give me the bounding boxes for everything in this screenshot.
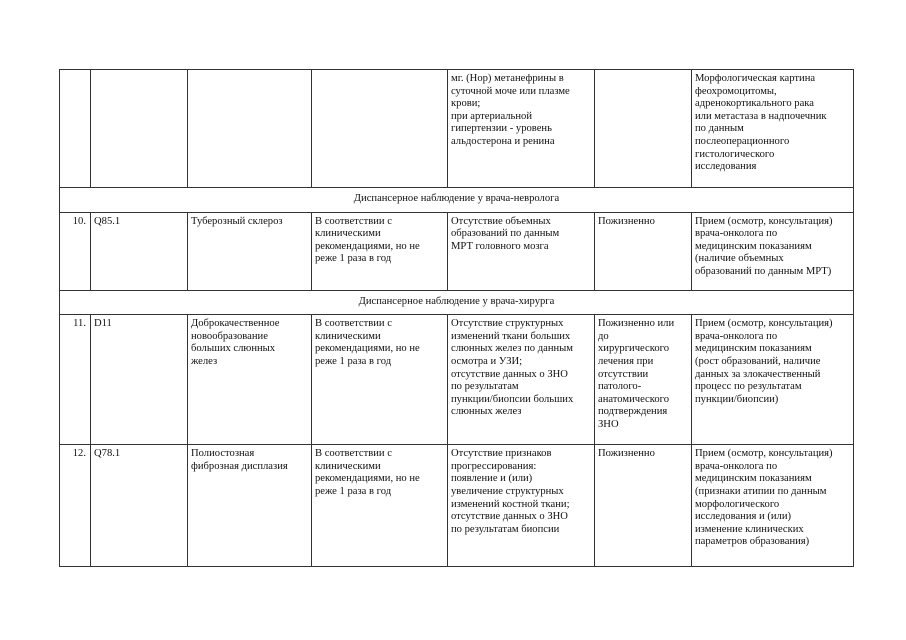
section-header-neurologist [60, 188, 854, 213]
section-title: Диспансерное наблюдение у врача-хирурга [60, 290, 854, 315]
section-title: Диспансерное наблюдение у врача-невролога [60, 188, 854, 213]
table-row [60, 315, 854, 445]
section-header-surgeon [60, 290, 854, 315]
monitoring-table [59, 69, 854, 567]
duration: Пожизненно [595, 445, 692, 567]
row-number: 11. [60, 315, 91, 445]
code-cell [91, 70, 188, 188]
criteria-cell: мг. (Нор) метанефрины в суточной моче или плазме крови; при артериальной гипертензии - уровень альдостерона и ренина [448, 70, 595, 188]
notes: Прием (осмотр, консультация) врача-онколога по медицинским показаниям (рост образований, наличие данных за злокачественный процесс по результатам пункции/биопсии) [692, 315, 854, 445]
notes: Прием (осмотр, консультация) врача-онколога по медицинским показаниям (признаки атипии по данным морфологического исследования и (или) изменение клинических параметров образования) [692, 445, 854, 567]
table-row [60, 212, 854, 290]
frequency: В соответствии с клиническими рекомендациями, но не реже 1 раза в год [312, 445, 448, 567]
continuation-row [60, 70, 854, 188]
diagnosis-cell [188, 70, 312, 188]
num-cell [60, 70, 91, 188]
criteria: Отсутствие объемных образований по данным МРТ головного мозга [448, 212, 595, 290]
duration: Пожизненно [595, 212, 692, 290]
diagnosis-code: Q78.1 [91, 445, 188, 567]
frequency: В соответствии с клиническими рекомендациями, но не реже 1 раза в год [312, 212, 448, 290]
frequency-cell [312, 70, 448, 188]
diagnosis-name: Доброкачественное новообразование больших слюнных желез [188, 315, 312, 445]
table-row [60, 445, 854, 567]
duration: Пожизненно или до хирургического лечения при отсутствии патолого- анатомического подтверждения ЗНО [595, 315, 692, 445]
diagnosis-name: Туберозный склероз [188, 212, 312, 290]
notes: Прием (осмотр, консультация) врача-онколога по медицинским показаниям (наличие объемных образований по данным МРТ) [692, 212, 854, 290]
diagnosis-code: D11 [91, 315, 188, 445]
row-number: 12. [60, 445, 91, 567]
frequency: В соответствии с клиническими рекомендациями, но не реже 1 раза в год [312, 315, 448, 445]
row-number: 10. [60, 212, 91, 290]
duration-cell [595, 70, 692, 188]
criteria: Отсутствие структурных изменений ткани больших слюнных желез по данным осмотра и УЗИ; отсутствие данных о ЗНО по результатам пункции/биопсии больших слюнных желез [448, 315, 595, 445]
diagnosis-name: Полиостозная фиброзная дисплазия [188, 445, 312, 567]
diagnosis-code: Q85.1 [91, 212, 188, 290]
criteria: Отсутствие признаков прогрессирования: появление и (или) увеличение структурных изменений костной ткани; отсутствие данных о ЗНО по результатам биопсии [448, 445, 595, 567]
notes-cell: Морфологическая картина феохромоцитомы, адренокортикального рака или метастаза в надпочечник по данным послеоперационного гистологического исследования [692, 70, 854, 188]
